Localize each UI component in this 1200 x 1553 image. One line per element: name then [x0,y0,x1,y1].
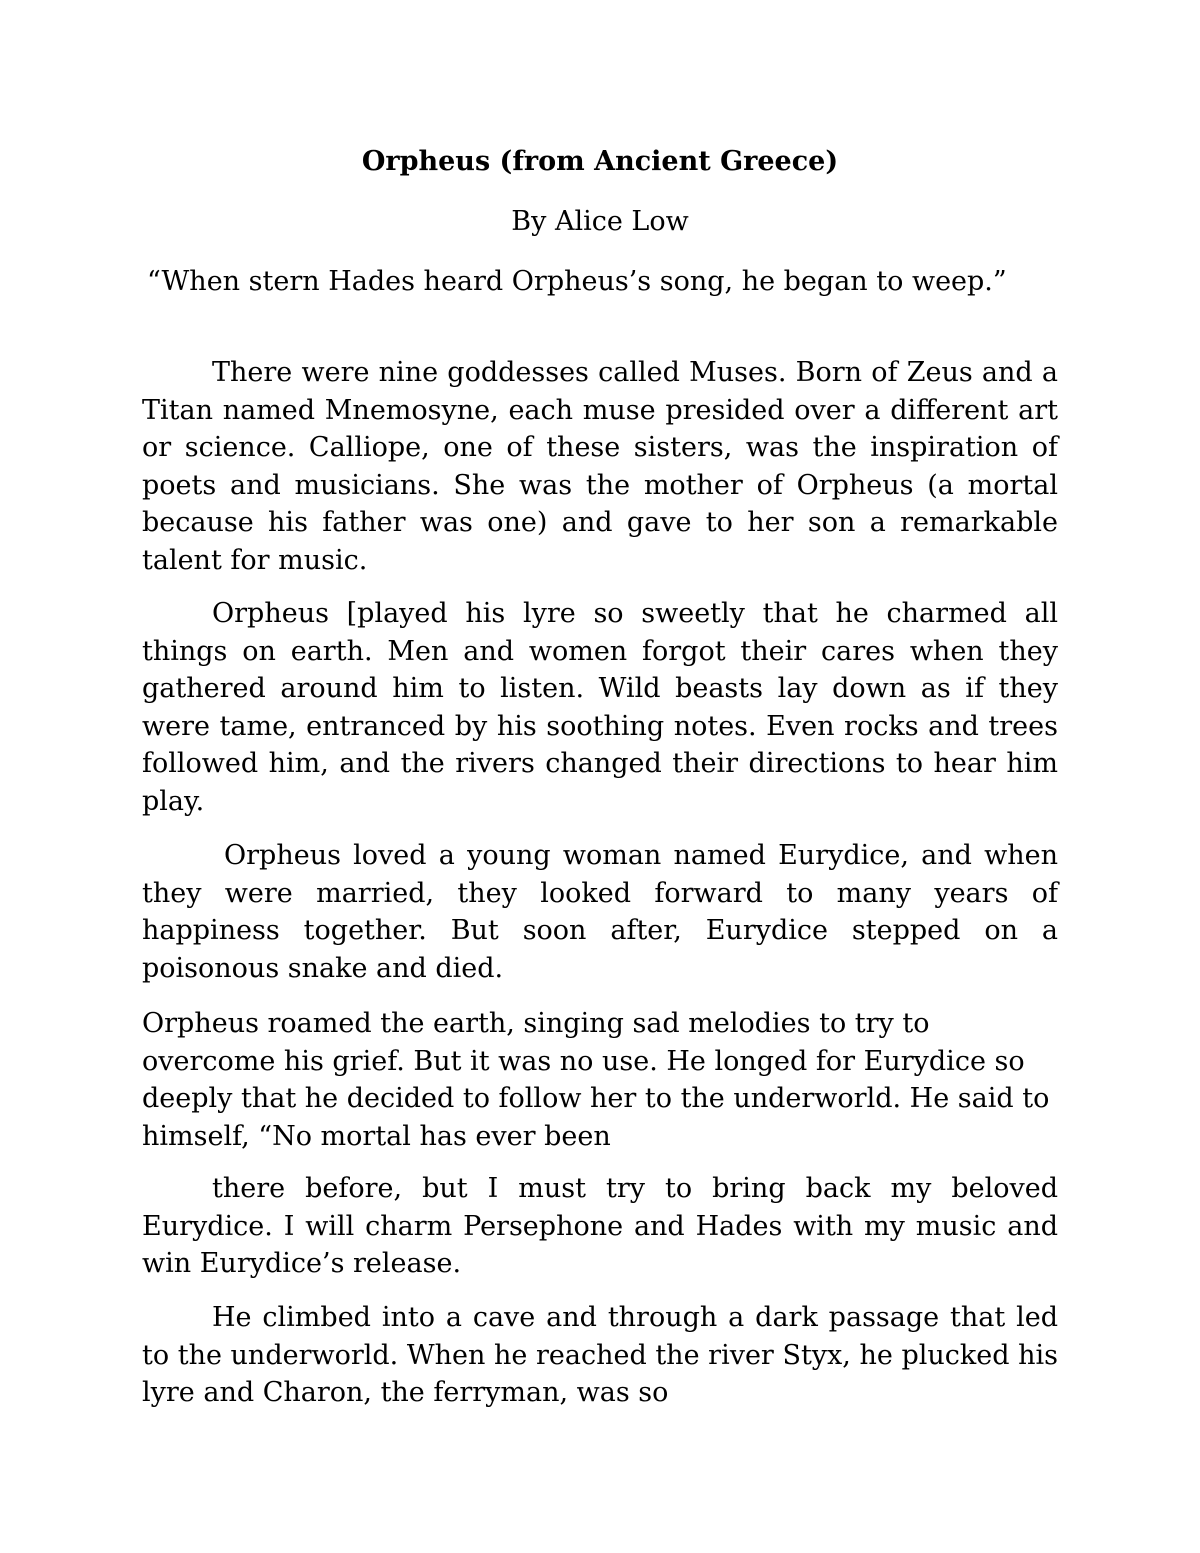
paragraph-muses: There were nine goddesses called Muses. Born of Zeus and a Titan named Mnemosyne, each muse presided over a different art or science. Calliope, one of these sisters, was the inspiration of poets and musicians. She was the mother of Orpheus (a mortal because his father was one) and gave to her son a remarkable talent for music. [142,357,1058,576]
paragraph-grief: Orpheus roamed the earth, singing sad melodies to try to overcome his grief. But it was no use. He longed for Eurydice so deeply that he decided to follow her to the underworld. He said to himself, “No mortal has ever been [142,1008,1050,1152]
epigraph-quote: “When stern Hades heard Orpheus’s song, he began to weep.” [147,266,1007,297]
document-title: Orpheus (from Ancient Greece) [361,146,839,177]
document-author: By Alice Low [511,206,689,237]
paragraph-styx: He climbed into a cave and through a dark passage that led to the underworld. When he reached the river Styx, he plucked his lyre and Charon, the ferryman, was so [142,1302,1058,1408]
paragraph-eurydice: Orpheus loved a young woman named Eurydice, and when they were married, they looked forward to many years of happiness together. But soon after, Eurydice stepped on a poisonous snake and died. [142,840,1058,984]
paragraph-lyre: Orpheus [played his lyre so sweetly that he charmed all things on earth. Men and women forgot their cares when they gathered around him to listen. Wild beasts lay down as if they were tame, entranced by his soothing notes. Even rocks and trees followed him, and the rivers changed their directions to hear him play. [142,598,1058,817]
paragraph-resolve: there before, but I must try to bring back my beloved Eurydice. I will charm Persephone and Hades with my music and win Eurydice’s release. [142,1173,1058,1279]
